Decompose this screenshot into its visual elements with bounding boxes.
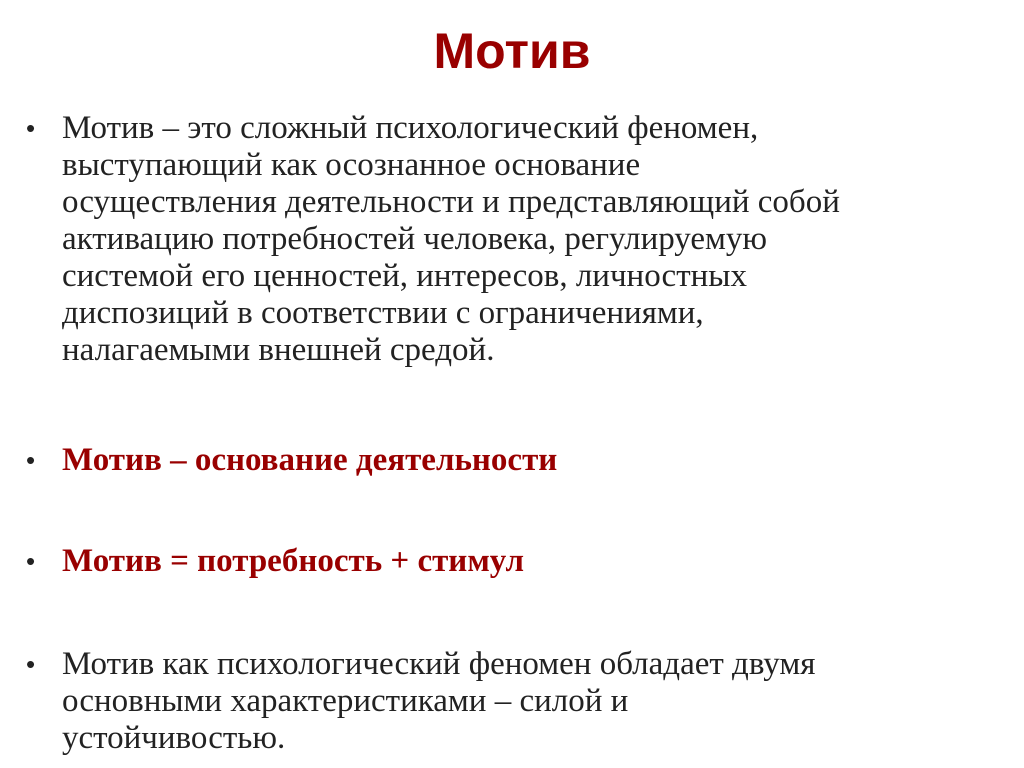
text-line: выступающий как осознанное основание [62, 147, 641, 183]
text-line: осуществления деятельности и представляющий собой [62, 184, 840, 220]
bullet-icon: • [26, 445, 36, 475]
text-line: Мотив – это сложный психологический феномен, [62, 110, 759, 146]
text-line: Мотив = потребность + стимул [62, 543, 524, 579]
bullet-icon: • [26, 113, 36, 143]
text-line: системой его ценностей, интересов, личностных [62, 258, 747, 294]
text-line: Мотив как психологический феномен обладает двумя [62, 646, 816, 682]
text-line: активацию потребностей человека, регулируемую [62, 221, 768, 257]
text-line: Мотив – основание деятельности [62, 442, 558, 478]
text-line: диспозиций в соответствии с ограничениями, [62, 295, 704, 331]
bullet-icon: • [26, 546, 36, 576]
text-line: устойчивостью. [62, 720, 286, 756]
bullet-icon: • [26, 649, 36, 679]
text-line: основными характеристиками – силой и [62, 683, 629, 719]
slide-title: Мотив [433, 23, 591, 79]
text-line: налагаемыми внешней средой. [62, 332, 495, 368]
